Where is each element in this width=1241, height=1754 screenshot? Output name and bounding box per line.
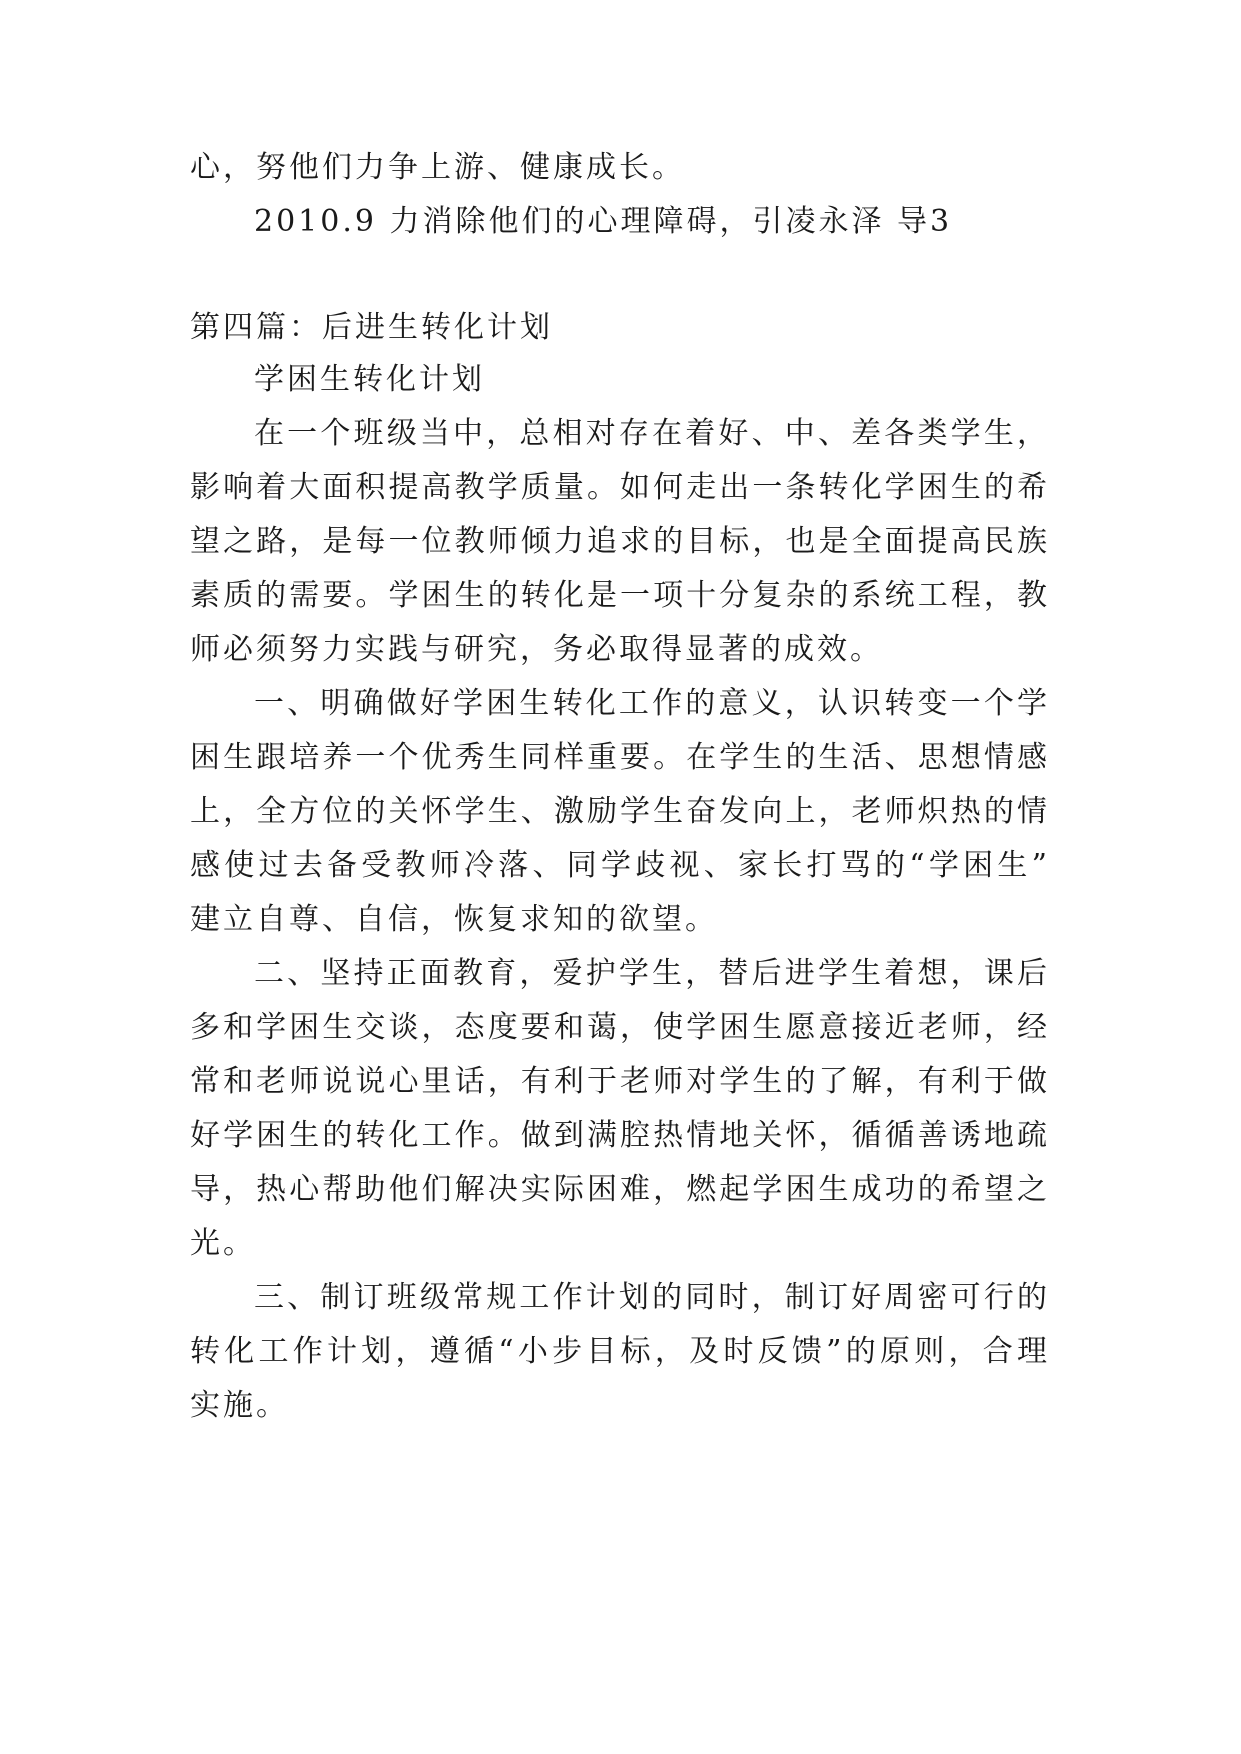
paragraph-line: 素质的需要。学困生的转化是一项十分复杂的系统工程，教	[190, 578, 1050, 613]
paragraph-line: 常和老师说说心里话，有利于老师对学生的了解，有利于做	[190, 1064, 1050, 1099]
paragraph-line: 一、明确做好学困生转化工作的意义，认识转变一个学	[254, 686, 1050, 721]
paragraph-line: 三、制订班级常规工作计划的同时，制订好周密可行的	[254, 1280, 1050, 1315]
paragraph-line: 师必须努力实践与研究，务必取得显著的成效。	[190, 632, 883, 667]
paragraph-line: 困生跟培养一个优秀生同样重要。在学生的生活、思想情感	[190, 740, 1050, 775]
fragment-line-2: 2010.9 力消除他们的心理障碍，引凌永泽 导3	[254, 204, 953, 239]
paragraph-line: 在一个班级当中，总相对存在着好、中、差各类学生，	[254, 416, 1050, 451]
paragraph-line: 二、坚持正面教育，爱护学生，替后进学生着想，课后	[254, 956, 1050, 991]
paragraph-line: 转化工作计划，遵循“小步目标，及时反馈”的原则，合理	[190, 1334, 1050, 1369]
paragraph-line: 导，热心帮助他们解决实际困难，燃起学困生成功的希望之	[190, 1172, 1050, 1207]
paragraph-line: 多和学困生交谈，态度要和蔼，使学困生愿意接近老师，经	[190, 1010, 1050, 1045]
paragraph-line: 望之路，是每一位教师倾力追求的目标，也是全面提高民族	[190, 524, 1050, 559]
paragraph-line: 影响着大面积提高教学质量。如何走出一条转化学困生的希	[190, 470, 1050, 505]
paragraph-line: 好学困生的转化工作。做到满腔热情地关怀，循循善诱地疏	[190, 1118, 1050, 1153]
paragraph-line: 上，全方位的关怀学生、激励学生奋发向上，老师炽热的情	[190, 794, 1050, 829]
paragraph-line: 感使过去备受教师冷落、同学歧视、家长打骂的“学困生”	[190, 848, 1050, 883]
fragment-line-1: 心，努他们力争上游、健康成长。	[190, 150, 685, 185]
section-heading: 第四篇：后进生转化计划	[190, 310, 553, 345]
paragraph-line: 建立自尊、自信，恢复求知的欲望。	[190, 902, 718, 937]
paragraph-line: 光。	[190, 1226, 256, 1261]
section-title: 学困生转化计划	[254, 362, 485, 397]
paragraph-line: 实施。	[190, 1388, 289, 1423]
